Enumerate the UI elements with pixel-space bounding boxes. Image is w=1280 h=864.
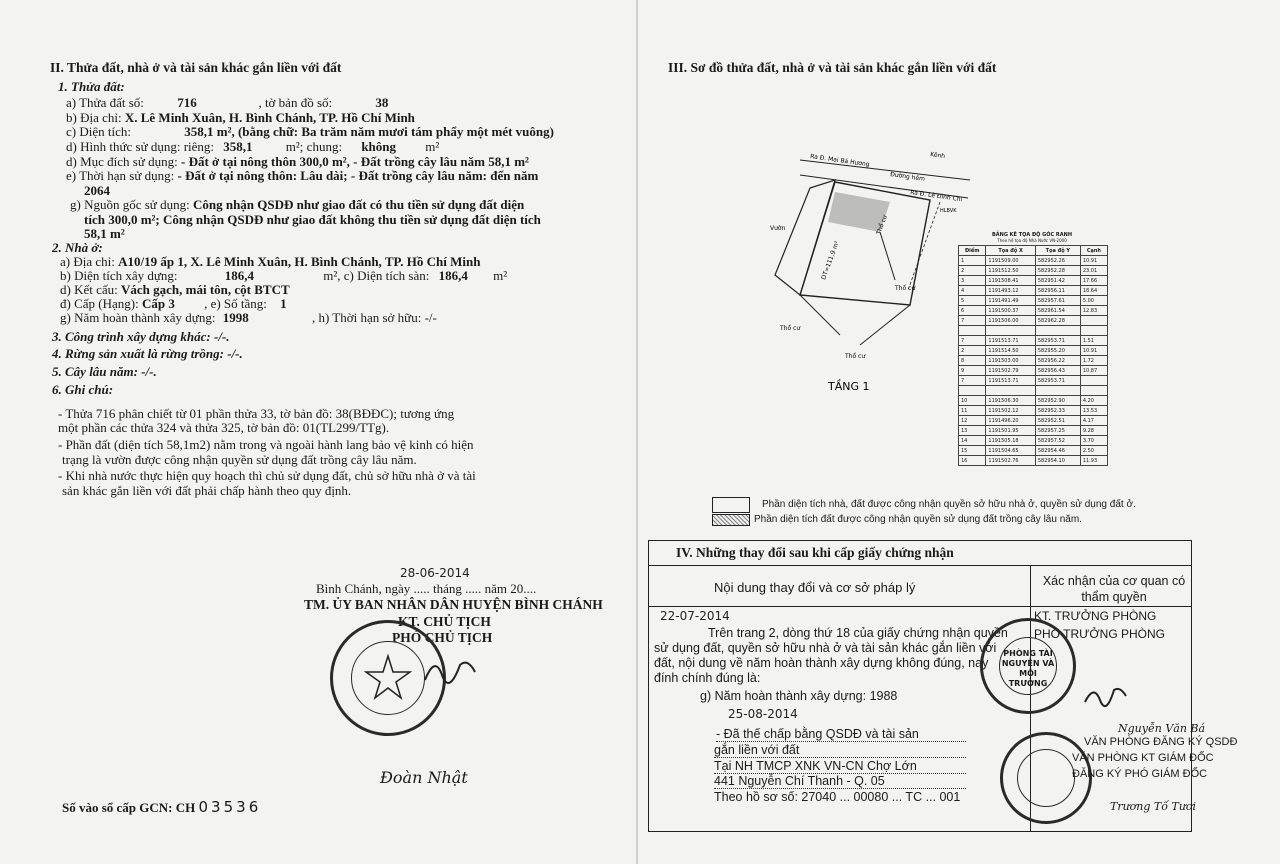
table-cell: 582956.22 [1035, 356, 1080, 366]
table-cell: 582954.10 [1035, 456, 1080, 466]
land-title: 1. Thửa đất: [58, 79, 125, 94]
origin-label: g) Nguồn gốc sử dụng: [70, 197, 190, 212]
coordinate-table-block [958, 232, 1108, 466]
neighbor-label: Thổ cư [875, 214, 889, 236]
parcel-line [66, 95, 388, 111]
table-row [959, 426, 1108, 436]
coord-col-head: Tọa độ Y [1035, 246, 1080, 256]
term-line [66, 168, 538, 184]
table-cell: 1191513.71 [986, 336, 1035, 346]
legend-swatch-house [712, 497, 750, 513]
table-cell: 1191506.00 [986, 316, 1035, 326]
office-seal [980, 618, 1076, 714]
table-cell [986, 326, 1035, 336]
table-cell [1035, 386, 1080, 396]
table-cell: 23.01 [1080, 266, 1107, 276]
house-title: 2. Nhà ở: [52, 240, 103, 255]
table-title: BẢNG KÊ TỌA ĐỘ GÓC RANH [991, 232, 1073, 238]
parcel-number: 716 [177, 95, 197, 110]
build-year-value: 1998 [222, 310, 249, 325]
col-confirm-head: Xác nhận của cơ quan có thẩm quyền [1042, 574, 1186, 604]
house-address-label: a) Địa chỉ: [60, 254, 115, 269]
item-forest: 4. Rừng sản xuất là rừng trồng: -/-. [52, 346, 243, 361]
table-cell: 582952.28 [1035, 266, 1080, 276]
map-number: 38 [375, 95, 389, 110]
table-cell [1080, 386, 1107, 396]
table-subtitle: Theo hệ tọa độ Nhà Nước VN-2000 [997, 238, 1067, 243]
table-row [959, 406, 1108, 416]
table-cell: 1191508.41 [986, 276, 1035, 286]
change-text-line: g) Năm hoàn thành xây dựng: 1988 [700, 689, 898, 703]
change-date: 22-07-2014 [660, 609, 730, 623]
gcn-label: Số vào sổ cấp GCN: CH [62, 800, 196, 815]
table-cell: 1191502.79 [986, 366, 1035, 376]
table-row [959, 446, 1108, 456]
table-row [959, 396, 1108, 406]
table-cell: 582951.42 [1035, 276, 1080, 286]
structure-value: Vách gạch, mái tôn, cột BTCT [121, 282, 290, 297]
floors-value: 1 [280, 296, 287, 311]
issue-date-stamp: 28-06-2014 [400, 566, 470, 580]
mortgage-line: 441 Nguyễn Chí Thanh - Q. 05 [714, 774, 966, 789]
private-area: 358,1 [223, 139, 253, 154]
area-label: DT=111,9 m² [820, 240, 841, 281]
confirm-kt: KT. TRƯỞNG PHÒNG [1034, 609, 1157, 623]
mortgage-line: - Đã thế chấp bằng QSDĐ và tài sản [716, 727, 966, 742]
table-cell: 582957.61 [1035, 296, 1080, 306]
changes-colhead-rule [648, 606, 1192, 607]
table-cell: 12.83 [1080, 306, 1107, 316]
coord-col-head: Tọa độ X [986, 246, 1035, 256]
parcel-diagram [740, 120, 980, 390]
table-row [959, 326, 1108, 336]
table-cell: 3 [959, 276, 986, 286]
date-line: Bình Chánh, ngày ..... tháng ..... năm 20.... [316, 581, 537, 596]
table-cell: 1191505.18 [986, 436, 1035, 446]
table-cell: 11.93 [1080, 456, 1107, 466]
table-cell: 1.72 [1080, 356, 1107, 366]
floor-area-label: m², c) Diện tích sàn: [323, 268, 430, 283]
usage-form-line [66, 139, 439, 155]
change-text-line: Trên trang 2, dòng thứ 18 của giấy chứng nhận quyền [708, 626, 1008, 640]
area-label: c) Diện tích: [66, 124, 131, 139]
term-label: e) Thời hạn sử dụng: [66, 168, 175, 183]
confirm2-line: VĂN PHÒNG KT GIÁM ĐỐC [1072, 752, 1214, 764]
structure-label: d) Kết cấu: [60, 282, 118, 297]
table-cell [1080, 326, 1107, 336]
grade-label: đ) Cấp (Hạng): [60, 296, 139, 311]
note-line: trạng là vườn được công nhận quyền sử dụng đất trồng cây lâu năm. [62, 452, 417, 467]
table-row [959, 376, 1108, 386]
table-row [959, 276, 1108, 286]
signature-mark [420, 650, 480, 690]
parcel-label: a) Thửa đất số: [66, 95, 144, 110]
table-cell [1080, 316, 1107, 326]
item-other-works: 3. Công trình xây dựng khác: -/-. [52, 329, 230, 344]
build-area-value: 186,4 [224, 268, 255, 283]
table-cell: 4.17 [1080, 416, 1107, 426]
table-cell [1035, 326, 1080, 336]
area-words: m², (bằng chữ: Ba trăm năm mươi tám phẩy một mét vuông) [216, 124, 554, 139]
address-label: b) Địa chỉ: [66, 110, 122, 125]
table-cell: 1191506.30 [986, 396, 1035, 406]
table-cell: 582952.51 [1035, 416, 1080, 426]
neighbor-label: Thổ cư [780, 325, 801, 332]
second-date: 25-08-2014 [728, 707, 798, 721]
table-cell [959, 326, 986, 336]
table-row [959, 456, 1108, 466]
table-cell: 2 [959, 346, 986, 356]
change-text-line: sử dụng đất, quyền sở hữu nhà ở và tài sản khác gắn liền với [654, 641, 997, 655]
origin-value-3: 58,1 m² [84, 226, 125, 241]
table-cell: 10.91 [1080, 346, 1107, 356]
note-line: một phần các thửa 324 và thửa 325, tờ bản đồ: 01(TL299/TTg). [58, 420, 390, 435]
change-text-line: đính chính đúng là: [654, 671, 761, 685]
build-year-label: g) Năm hoàn thành xây dựng: [60, 310, 216, 325]
table-cell: 1191512.50 [986, 266, 1035, 276]
garden-label: Vườn [770, 225, 786, 232]
table-cell: 18.64 [1080, 286, 1107, 296]
table-cell: 1191496.20 [986, 416, 1035, 426]
change-text-line: đất, nội dung về năm hoàn thành xây dựng không đúng, nay [654, 656, 989, 670]
vice-chair-title: PHÓ CHỦ TỊCH [392, 630, 493, 645]
gcn-number: 03536 [198, 798, 262, 816]
table-row [959, 416, 1108, 426]
table-cell: 5.00 [1080, 296, 1107, 306]
table-cell [986, 386, 1035, 396]
table-cell: 10.87 [1080, 366, 1107, 376]
coord-col-head: Cạnh [1080, 246, 1107, 256]
ownership-term: , h) Thời hạn sở hữu: -/- [311, 310, 437, 325]
page-fold [636, 0, 638, 864]
office-seal-text: PHÒNG TÀI NGUYÊN VÀ MÔI TRƯỜNG [1001, 649, 1055, 688]
hlbv-label: HLBVK [940, 208, 957, 214]
note-line: sản khác gắn liền với đất phải chấp hành theo quy định. [62, 483, 352, 498]
table-cell: 13.53 [1080, 406, 1107, 416]
table-cell: 7 [959, 376, 986, 386]
table-cell [959, 386, 986, 396]
coordinate-table [958, 245, 1108, 466]
col-content-head: Nội dung thay đổi và cơ sở pháp lý [714, 580, 916, 595]
table-cell: 582957.52 [1035, 436, 1080, 446]
floor-area-unit: m² [493, 268, 508, 283]
table-cell: 2 [959, 266, 986, 276]
area-value: 358,1 [184, 124, 214, 139]
table-row [959, 366, 1108, 376]
area-line [66, 124, 554, 140]
usage-form-label: d) Hình thức sử dụng: riêng: [66, 139, 215, 154]
address-value: X. Lê Minh Xuân, H. Bình Chánh, TP. Hồ Chí Minh [124, 110, 415, 125]
map-label: , tờ bản đồ số: [258, 95, 333, 110]
neighbor-label: Thổ cư [895, 285, 916, 292]
table-cell: 582954.46 [1035, 446, 1080, 456]
canal-label: Kênh [929, 151, 946, 161]
confirm2-line: VĂN PHÒNG ĐĂNG KÝ QSDĐ [1084, 736, 1238, 748]
table-cell: 9.28 [1080, 426, 1107, 436]
gcn-number-line [62, 798, 261, 816]
purpose-value: - Đất ở tại nông thôn 300,0 m², - Đất trồng cây lâu năm 58,1 m² [181, 154, 529, 169]
table-cell: 1191501.95 [986, 426, 1035, 436]
table-cell: 582956.11 [1035, 286, 1080, 296]
mai-label: Ra Đ. Mai Bá Hương [809, 153, 870, 169]
coord-col-head: Điểm [959, 246, 986, 256]
floor-area-value: 186,4 [438, 268, 468, 283]
table-cell: 4.20 [1080, 396, 1107, 406]
table-row [959, 356, 1108, 366]
table-cell: 15 [959, 446, 986, 456]
table-cell: 12 [959, 416, 986, 426]
table-cell: 1 [959, 256, 986, 266]
table-cell: 1191502.76 [986, 456, 1035, 466]
floor-label: TẦNG 1 [828, 380, 870, 390]
section4-title: IV. Những thay đổi sau khi cấp giấy chứng nhận [676, 545, 954, 560]
signer-name: Đoàn Nhật [380, 768, 468, 787]
note-line: - Khi nhà nước thực hiện quy hoạch thì chủ sử dụng đất, chủ sở hữu nhà ở và tài [58, 468, 476, 483]
table-cell: 1.51 [1080, 336, 1107, 346]
table-cell: 582953.71 [1035, 336, 1080, 346]
common-label: m²; chung: [285, 139, 343, 154]
confirm-deputy: PHÓ TRƯỞNG PHÒNG [1034, 627, 1165, 641]
table-cell: 1191500.37 [986, 306, 1035, 316]
common-unit: m² [425, 139, 440, 154]
legend-swatch-perennial [712, 514, 750, 526]
term-year: 2064 [84, 183, 110, 198]
table-cell: 6 [959, 306, 986, 316]
table-row [959, 306, 1108, 316]
kt-title: KT. CHỦ TỊCH [398, 614, 491, 629]
changes-header-rule [648, 565, 1192, 566]
item-notes-title: 6. Ghi chú: [52, 382, 114, 397]
table-cell: 5 [959, 296, 986, 306]
table-cell: 582952.26 [1035, 256, 1080, 266]
table-cell [1080, 376, 1107, 386]
table-cell: 10.91 [1080, 256, 1107, 266]
table-cell: 13 [959, 426, 986, 436]
grade-value: Cấp 3 [141, 296, 175, 311]
table-cell: 1191504.65 [986, 446, 1035, 456]
table-cell: 582957.25 [1035, 426, 1080, 436]
table-row [959, 256, 1108, 266]
note-line: - Thửa 716 phân chiết từ 01 phần thửa 33, tờ bản đồ: 38(BĐĐC); tương ứng [58, 406, 455, 421]
table-cell: 582955.20 [1035, 346, 1080, 356]
table-row [959, 286, 1108, 296]
section3-title: III. Sơ đồ thửa đất, nhà ở và tài sản khác gắn liền với đất [668, 60, 997, 75]
table-cell: 3.70 [1080, 436, 1107, 446]
confirm2-line: ĐĂNG KÝ PHÓ GIÁM ĐỐC [1072, 768, 1208, 780]
table-cell: 582956.43 [1035, 366, 1080, 376]
road2-label: Ra Đ. Lê Đình Chi [909, 189, 963, 204]
purpose-label: d) Mục đích sử dụng: [66, 154, 178, 169]
table-cell: 11 [959, 406, 986, 416]
origin-line [70, 197, 524, 213]
table-cell: 1191514.50 [986, 346, 1035, 356]
note-line: - Phần đất (diện tích 58,1m2) nằm trong và ngoài hành lang bảo vệ kinh có hiện [58, 437, 474, 452]
origin-value-2: tích 300,0 m²; Công nhận QSDĐ như giao đất không thu tiền sử dụng đất diện tích [84, 212, 541, 227]
origin-value: Công nhận QSDĐ như giao đất có thu tiền sử dụng đất diện [192, 197, 525, 212]
common-value: không [361, 139, 397, 154]
signature-mark [1080, 680, 1130, 710]
mortgage-line: Tại NH TMCP XNK VN-CN Chợ Lớn [714, 759, 966, 774]
table-cell: 582962.28 [1035, 316, 1080, 326]
table-cell: 9 [959, 366, 986, 376]
term-value: - Đất ở tại nông thôn: Lâu dài; - Đất trồng cây lâu năm: đến năm [177, 168, 539, 183]
table-cell: 1191493.12 [986, 286, 1035, 296]
table-cell: 582952.90 [1035, 396, 1080, 406]
table-cell: 8 [959, 356, 986, 366]
table-cell: 1191509.00 [986, 256, 1035, 266]
section2-title: II. Thửa đất, nhà ở và tài sản khác gắn liền với đất [50, 60, 342, 75]
table-cell: 7 [959, 336, 986, 346]
table-cell: 1191491.49 [986, 296, 1035, 306]
mortgage-line: gắn liền với đất [714, 743, 966, 758]
table-cell: 2.50 [1080, 446, 1107, 456]
legend-house-text: Phần diện tích nhà, đất được công nhận quyền sở hữu nhà ở, quyền sử dụng đất ở. [762, 499, 1136, 510]
table-cell: 7 [959, 316, 986, 326]
table-row [959, 266, 1108, 276]
table-row [959, 346, 1108, 356]
road-label: Đường hẻm [889, 171, 926, 183]
mortgage-line: Theo hồ sơ số: 27040 ... 00080 ... TC ... 001 [714, 790, 961, 804]
legend-perennial-text: Phần diện tích đất được công nhận quyền sử dụng đất trồng cây lâu năm. [754, 514, 1082, 525]
table-cell: 4 [959, 286, 986, 296]
table-row [959, 386, 1108, 396]
table-row [959, 316, 1108, 326]
table-row [959, 436, 1108, 446]
table-cell: 1191503.00 [986, 356, 1035, 366]
item-perennial: 5. Cây lâu năm: -/-. [52, 364, 157, 379]
table-cell: 1191502.12 [986, 406, 1035, 416]
house-address-value: A10/19 ấp 1, X. Lê Minh Xuân, H. Bình Chánh, TP. Hồ Chí Minh [118, 254, 481, 269]
table-row [959, 296, 1108, 306]
confirm2-line: Trương Tố Tươi [1110, 800, 1197, 813]
table-cell: 14 [959, 436, 986, 446]
build-year-line [60, 310, 437, 326]
table-cell: 10 [959, 396, 986, 406]
floors-label: , e) Số tầng: [204, 296, 267, 311]
build-area-label: b) Diện tích xây dựng: [60, 268, 178, 283]
table-cell: 17.66 [1080, 276, 1107, 286]
table-cell: 582952.33 [1035, 406, 1080, 416]
neighbor-label: Thổ cư [845, 353, 866, 360]
table-cell: 582961.54 [1035, 306, 1080, 316]
table-cell: 1191513.71 [986, 376, 1035, 386]
issuing-org: TM. ỦY BAN NHÂN DÂN HUYỆN BÌNH CHÁNH [304, 597, 603, 612]
table-cell: 582953.71 [1035, 376, 1080, 386]
table-cell: 16 [959, 456, 986, 466]
confirm2-line: Nguyễn Văn Bá [1118, 722, 1206, 735]
table-row [959, 336, 1108, 346]
